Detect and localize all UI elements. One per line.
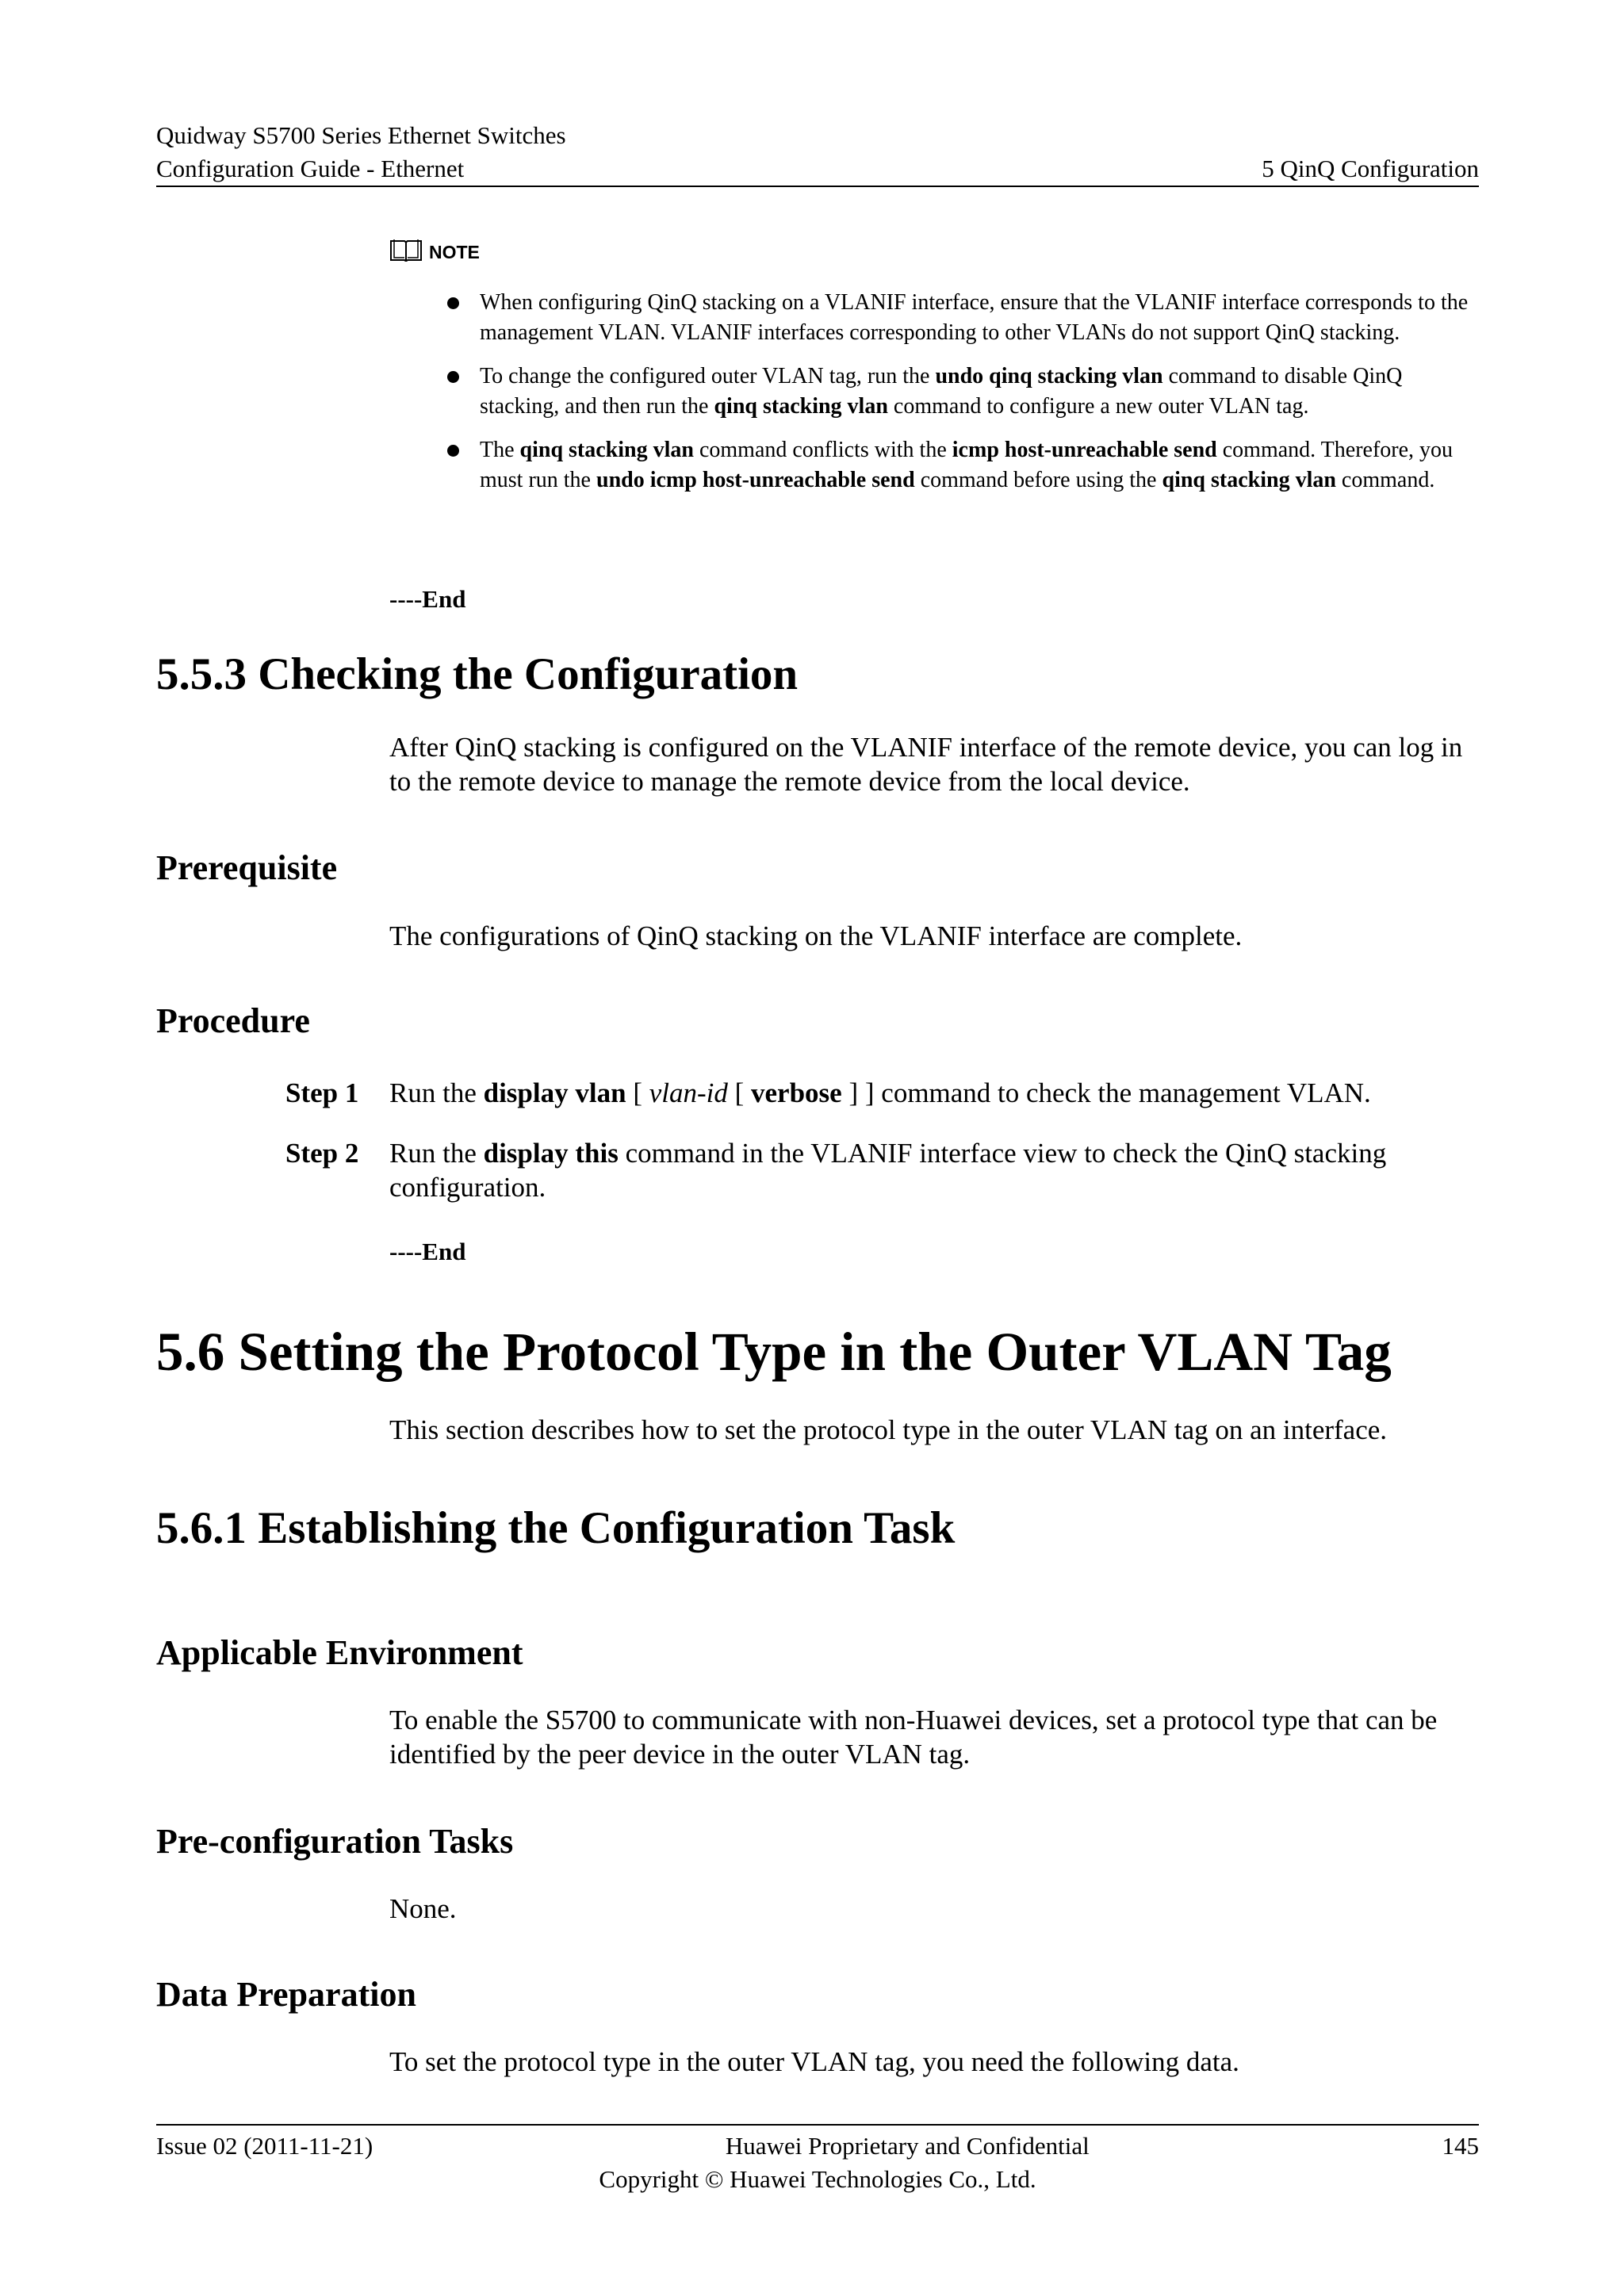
end-marker: ----End [389, 585, 466, 613]
heading-procedure: Procedure [156, 1001, 310, 1040]
end-marker: ----End [389, 1238, 466, 1265]
book-icon [389, 238, 423, 267]
note-text: command. [1335, 468, 1435, 492]
page-footer [156, 2130, 1479, 2196]
header-chapter: 5 QinQ Configuration [1262, 155, 1479, 182]
heading-pre-configuration-tasks: Pre-configuration Tasks [156, 1822, 514, 1861]
section-title-5-5-3: 5.5.3 Checking the Configuration [156, 649, 799, 699]
note-text: command to disable QinQ stacking, and then run the [480, 364, 1403, 419]
note-text: command. Therefore, you must run the [480, 438, 1454, 492]
note-item [447, 435, 1479, 496]
note-text: command conflicts with the [693, 438, 952, 462]
page-header [156, 119, 1479, 186]
command-text: qinq stacking vlan [519, 438, 694, 462]
section-intro-5-6: This section describes how to set the protocol type in the outer VLAN tag on an interface. [389, 1414, 1388, 1445]
step-2 [285, 1136, 1479, 1204]
applicable-environment-text: To enable the S5700 to communicate with non-Huawei devices, set a protocol type that can be identified by the peer device in the outer VLAN tag. [389, 1705, 1438, 1770]
section-title-5-6: 5.6 Setting the Protocol Type in the Outer VLAN Tag [156, 1322, 1392, 1382]
note-item [447, 288, 1479, 348]
note-text: To change the configured outer VLAN tag, run the [480, 364, 936, 388]
command-text: icmp host-unreachable send [952, 438, 1217, 462]
heading-prerequisite: Prerequisite [156, 848, 338, 887]
bullet-icon [447, 371, 459, 383]
step-number: Step 1 [285, 1077, 359, 1108]
prerequisite-text: The configurations of QinQ stacking on the VLANIF interface are complete. [389, 920, 1243, 951]
footer-issue: Issue 02 (2011-11-21) [156, 2132, 373, 2160]
note-item [447, 362, 1479, 422]
pre-configuration-text: None. [389, 1893, 457, 1924]
section-title-5-6-1: 5.6.1 Establishing the Configuration Task [156, 1503, 956, 1553]
step-number: Step 2 [285, 1138, 359, 1169]
step-text: Run the display this command in the VLANIF interface view to check the QinQ stacking configuration. [389, 1138, 1387, 1203]
page-number: 145 [1442, 2132, 1479, 2160]
heading-data-preparation: Data Preparation [156, 1975, 416, 2014]
command-text: undo qinq stacking vlan [935, 364, 1163, 388]
note-text: The [480, 438, 520, 462]
footer-confidential: Huawei Proprietary and Confidential [725, 2132, 1090, 2160]
step-1 [285, 1076, 1479, 1110]
footer-copyright: Copyright © Huawei Technologies Co., Ltd. [599, 2165, 1036, 2193]
note-label: NOTE [429, 242, 480, 262]
note-text: When configuring QinQ stacking on a VLANIF interface, ensure that the VLANIF interface corresponds to the management VLAN. VLANIF interfaces corresponding to other VLANs do not support QinQ stacking. [480, 290, 1469, 345]
bullet-icon [447, 297, 459, 309]
note-text: command before using the [914, 468, 1162, 492]
command-text: qinq stacking vlan [714, 394, 888, 419]
note-list [447, 288, 1479, 509]
bullet-icon [447, 445, 459, 457]
note-text: command to configure a new outer VLAN tag. [887, 394, 1309, 419]
section-intro-5-5-3: After QinQ stacking is configured on the VLANIF interface of the remote device, you can log in to the remote device to manage the remote device from the local device. [389, 732, 1463, 797]
command-text: undo icmp host-unreachable send [596, 468, 915, 492]
data-preparation-text: To set the protocol type in the outer VLAN tag, you need the following data. [389, 2046, 1239, 2077]
footer-rule [156, 2124, 1479, 2126]
header-rule [156, 186, 1479, 187]
header-guide: Configuration Guide - Ethernet [156, 155, 465, 182]
header-product: Quidway S5700 Series Ethernet Switches [156, 121, 566, 149]
command-text: qinq stacking vlan [1162, 468, 1336, 492]
note-header [389, 238, 480, 267]
heading-applicable-environment: Applicable Environment [156, 1633, 523, 1672]
step-text: Run the display vlan [ vlan-id [ verbose ] ] command to check the management VLAN. [389, 1077, 1371, 1108]
